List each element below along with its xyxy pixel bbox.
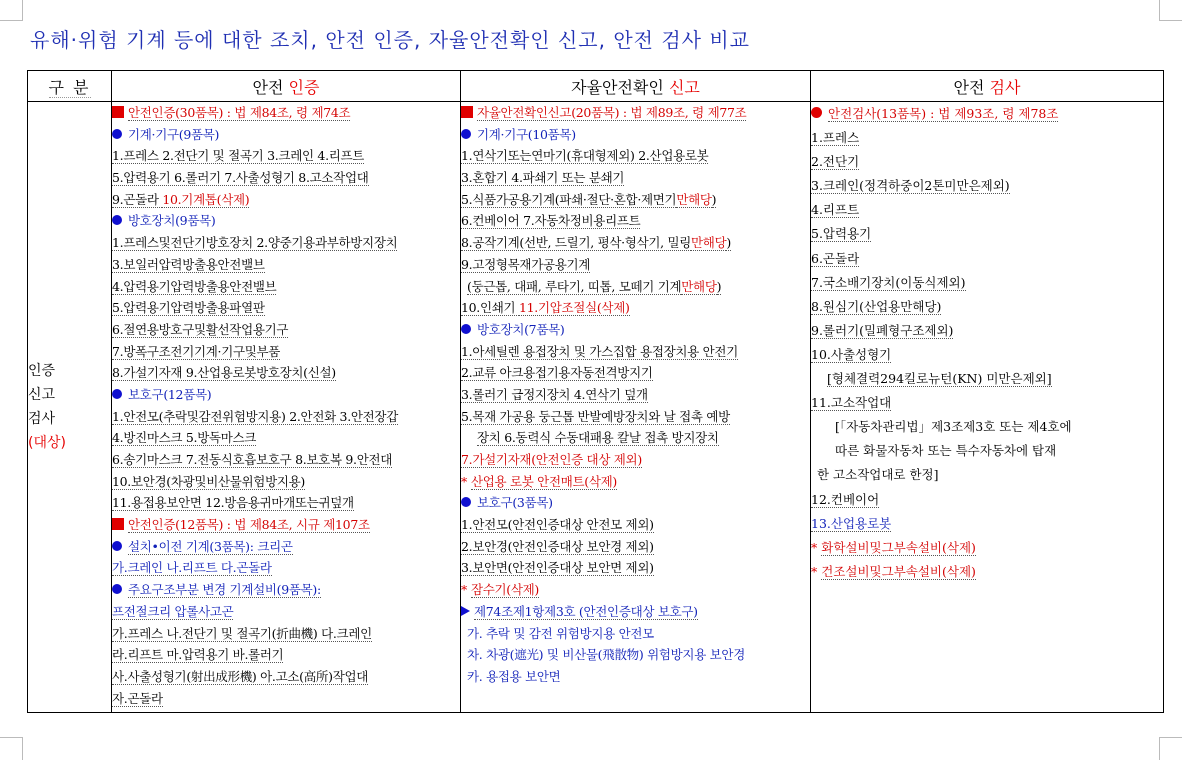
col1-line-text: 5.압력용기 6.롤러기 7.사출성형기 8.고소작업대 [112,170,369,186]
col1-line [112,167,460,189]
col2-line [461,232,810,254]
col3-line [811,391,1163,415]
row-label-line: 검사 [28,411,56,427]
header-gubun [28,71,112,102]
col2-line-text: 가. 추락 및 감전 위험방지용 안전모 [467,625,654,641]
col1-line-text: 가.프레스 나.전단기 및 절곡기(折曲機) 다.크레인 [112,625,372,641]
col1-line [112,276,460,298]
col2-line-text: 방호장치(7품목) [477,321,565,337]
asterisk-bullet-icon: * [811,563,818,579]
red-square-bullet-icon [461,106,473,118]
col1-line [112,623,460,645]
col2-line [461,536,810,558]
col1-line [112,471,460,493]
corner-mark-top-left [0,0,23,21]
col1-line [112,145,460,167]
col2-line-text: 5.식품가공용기계(파쇄·절단·혼합·제면기 [461,191,677,207]
col2-line [461,319,810,341]
col3-line [811,150,1163,174]
col2-line [461,276,810,298]
col1-line [112,579,460,601]
col1-line-text: 주요구조부분 변경 기계설비(9품목): [128,582,321,598]
col1-line-text: 사.사출성형기(射出成形機) 아.고소(高所)작업대 [112,668,369,684]
col2-line-text: 산업용 로봇 안전매트(삭제) [470,473,617,489]
col2-line [461,471,810,493]
header-self-check-report [461,71,811,102]
col2-line-text: 잠수기(삭제) [470,582,539,598]
col2-line [461,492,810,514]
header-row [28,71,1164,102]
asterisk-bullet-icon: * [811,539,818,555]
col1-line-text: 1.프레스 2.전단기 및 절곡기 3.크레인 4.리프트 [112,148,365,164]
col1-line [112,297,460,319]
red-circle-bullet-icon [811,107,822,118]
col1-line [112,601,460,623]
col1-line [112,688,460,710]
row-label-line: 신고 [28,387,56,403]
col1-line [112,449,460,471]
col3-line [811,198,1163,222]
col2-line [461,210,810,232]
col1-line-text: 자.곤돌라 [112,690,163,706]
col2-line [461,666,810,688]
col2-line-text: 2.교류 아크용접기용자동전격방지기 [461,365,653,381]
col1-line-text: 3.보일러압력방출용안전밸브 [112,256,265,272]
corner-mark-bottom-left [0,737,23,760]
col1-line [112,232,460,254]
asterisk-bullet-icon: * [461,473,467,489]
col2-line [461,189,810,211]
col3-line [811,247,1163,271]
col2-line [461,427,810,449]
col2-line-text: 보호구(3품목) [477,495,553,511]
blue-triangle-bullet-icon [461,606,470,616]
blue-circle-bullet-icon [461,497,471,507]
col3-line-text: 8.원심기(산업용만해당) [811,298,942,314]
col1-line [112,427,460,449]
col3-line [811,343,1163,367]
col3-line-text: 6.곤돌라 [811,250,860,266]
col3-line [811,463,1163,487]
col2-line [461,449,810,471]
col1-line-text: 가.크레인 나.리프트 다.곤돌라 [112,560,272,576]
header-col1-accent: 인증 [288,77,320,97]
col2-line-text: 5.목재 가공용 둥근톱 반발예방장치와 날 접촉 예방 [461,408,730,424]
col2-line [461,341,810,363]
col3-line [811,126,1163,150]
col3-line-text: 따른 화물자동차 또는 특수자동차에 탑재 [835,443,1057,459]
col3-line-text: 9.롤러기(밀폐형구조제외) [811,322,954,338]
comparison-table [27,70,1164,713]
col2-line [461,102,810,124]
col2-line [461,384,810,406]
col3-line [811,295,1163,319]
header-gubun-label: 구 분 [48,77,91,97]
col3-line-text: [형체결력294킬로뉴턴(KN) 미만은제외] [827,371,1052,387]
col3-line-text: 한 고소작업대로 한정] [817,467,939,483]
col3-line [811,271,1163,295]
col2-line-text: 장치 6.동력식 수동대패용 칼날 접촉 방지장치 [477,430,719,446]
col2-line-text: 1.연삭기또는연마기(휴대형제외) 2.산업용로봇 [461,148,709,164]
col1-line-text: 7.방폭구조전기기계·기구및부품 [112,343,281,359]
col3-line [811,367,1163,391]
inspection-column [811,102,1164,713]
col3-line-text: 11.고소작업대 [811,395,892,411]
col1-line-text: 기계·기구(9품목) [128,126,220,142]
col2-line-text: 10.인쇄기 [461,300,519,316]
col1-line [112,362,460,384]
blue-circle-bullet-icon [461,324,471,334]
col2-line-highlight: 만해당 [681,278,717,294]
col1-line [112,557,460,579]
col3-line-text: 4.리프트 [811,202,860,218]
certification-column [112,102,461,713]
col2-line-text: 2.보안경(안전인증대상 보안경 제외) [461,538,654,554]
col1-line-text: 설치•이전 기계(3품목): 크리곤 [128,538,293,554]
col2-line-text: 기계·기구(10품목) [477,126,576,142]
red-square-bullet-icon [112,518,124,530]
col2-line-text: 3.보안면(안전인증대상 보안면 제외) [461,560,654,576]
col1-line-text: 4.압력용기압력방출용안전밸브 [112,278,277,294]
col3-line-text: 10.사출성형기 [811,346,892,362]
col2-line [461,514,810,536]
col2-line-text: 3.롤러기 급정지장치 4.연삭기 덮개 [461,386,648,402]
header-safety-certification [112,71,461,102]
col2-line-text: 8.공작기계(선반, 드릴기, 평삭·형삭기, 밀링 [461,235,692,251]
col1-line-text: 안전인증(12품목) : 법 제84조, 시규 제107조 [128,517,370,533]
asterisk-bullet-icon: * [461,582,467,598]
row-label-target: (대상) [28,435,66,451]
header-safety-inspection [811,71,1164,102]
blue-circle-bullet-icon [461,129,471,139]
header-col3-accent: 검사 [989,77,1021,97]
blue-circle-bullet-icon [112,215,122,225]
col3-line-text: 화학설비및그부속설비(삭제) [821,539,976,555]
col3-line-text: 2.전단기 [811,154,860,170]
blue-circle-bullet-icon [112,129,122,139]
col3-line-text: 3.크레인(정격하중이2톤미만은제외) [811,178,1010,194]
red-square-bullet-icon [112,106,124,118]
col1-line [112,666,460,688]
col1-line-text: 10.보안경(차광및비산물위험방지용) [112,473,305,489]
corner-mark-bottom-right [1159,737,1182,760]
col2-line-highlight: 만해당 [676,191,712,207]
col1-line [112,189,460,211]
header-col2-main: 자율안전확인 [571,77,664,97]
self-check-column [461,102,811,713]
col2-line [461,167,810,189]
col1-line [112,210,460,232]
col3-line [811,102,1163,126]
col2-line-text: 3.혼합기 4.파쇄기 또는 분쇄기 [461,170,625,186]
col2-line [461,557,810,579]
col2-line [461,644,810,666]
col3-line-text: 1.프레스 [811,130,860,146]
row-label [28,102,112,713]
col2-line-text: 카. 용접용 보안면 [467,668,561,684]
blue-circle-bullet-icon [112,541,122,551]
col1-line-text: 방호장치(9품목) [128,213,216,229]
col2-line [461,579,810,601]
col2-line-text: 1.안전모(안전인증대상 안전모 제외) [461,517,654,533]
col2-line-text: 6.컨베이어 7.자동차정비용리프트 [461,213,641,229]
content-row [28,102,1164,713]
col3-line [811,439,1163,463]
col2-line [461,406,810,428]
col1-line [112,514,460,536]
col1-line [112,536,460,558]
col2-line-text: 차. 차광(遮光) 및 비산물(飛散物) 위험방지용 보안경 [467,647,745,663]
col2-line-highlight: 11.기압조절실(삭제) [518,300,630,316]
col1-line [112,406,460,428]
col1-line-text: 1.프레스및전단기방호장치 2.양중기용과부하방지장치 [112,235,398,251]
col1-line [112,341,460,363]
col1-line [112,102,460,124]
col2-line-text: 자율안전확인신고(20품목) : 법 제89조, 령 제77조 [477,105,747,120]
blue-circle-bullet-icon [112,584,122,594]
col2-line [461,623,810,645]
page-title: 유해·위험 기계 등에 대한 조치, 안전 인증, 자율안전확인 신고, 안전 검사 비교 [30,28,750,52]
col2-line-text: (둥근톱, 대패, 루타기, 띠톱, 모떼기 기계 [467,278,682,294]
col2-line-tail: ) [711,191,717,207]
col2-line-text: 7.가설기자재(안전인증 대상 제외) [461,452,642,467]
col2-line [461,297,810,319]
col3-line-text: 7.국소배기장치(이동식제외) [811,274,966,290]
corner-mark-top-right [1159,0,1182,21]
col1-line-text: 4.방진마스크 5.방독마스크 [112,430,257,446]
col3-line-text: 건조설비및그부속설비(삭제) [821,563,976,579]
col1-line-text: 6.절연용방호구및활선작업용기구 [112,321,289,337]
blue-circle-bullet-icon [112,389,122,399]
col2-line [461,254,810,276]
col1-line-text: 11.용접용보안면 12.방음용귀마개또는귀덮개 [112,495,354,511]
col1-line-text: 1.안전모(추락및감전위험방지용) 2.안전화 3.안전장갑 [112,408,398,424]
col3-line [811,174,1163,198]
col3-line [811,415,1163,439]
col1-line [112,644,460,666]
col2-line [461,124,810,146]
col2-line-text: 제74조제1항제3호 (안전인증대상 보호구) [474,603,698,619]
col2-line [461,145,810,167]
col1-line [112,319,460,341]
col1-line-text: 라.리프트 마.압력용기 바.롤러기 [112,647,284,663]
col3-line [811,512,1163,536]
col1-line-text: 6.송기마스크 7.전동식호흡보호구 8.보호복 9.안전대 [112,452,393,467]
col3-line-text: 안전검사(13품목) : 법 제93조, 령 제78조 [828,106,1059,121]
header-col1-main: 안전 [252,77,284,97]
col1-line-text: 보호구(12품목) [128,386,212,402]
header-col2-accent: 신고 [668,77,700,97]
col3-line [811,536,1163,560]
col2-line-highlight: 만해당 [691,235,727,251]
col3-line-text: [「자동차관리법」제3조제3호 또는 제4호에 [835,419,1072,435]
col3-line [811,319,1163,343]
col1-line-text: 8.가설기자재 9.산업용로봇방호장치(신설) [112,365,336,381]
col2-line-text: 1.아세틸렌 용접장치 및 가스집합 용접장치용 안전기 [461,343,738,359]
col3-line [811,488,1163,512]
col3-line-text: 5.압력용기 [811,226,872,242]
row-label-line: 인증 [28,363,56,379]
col3-line [811,222,1163,246]
col1-line [112,124,460,146]
col3-line-text: 12.컨베이어 [811,491,880,507]
col1-line [112,254,460,276]
col2-line-tail: ) [716,278,722,294]
col3-line [811,560,1163,584]
col1-line-text: 안전인증(30품목) : 법 제84조, 령 제74조 [128,105,351,120]
col2-line [461,362,810,384]
col3-line-text: 13.산업용로봇 [811,515,892,531]
col1-line-text: 프전절크리 압롤사고곤 [112,603,234,619]
col2-line-tail: ) [726,235,731,251]
col1-line-text: 5.압력용기압력방출용파열판 [112,300,265,316]
header-col3-main: 안전 [953,77,985,97]
col1-line [112,384,460,406]
col1-line [112,492,460,514]
col1-line-highlight: 10.기계톱(삭제) [162,191,250,207]
col2-line-text: 9.고정형목재가공용기계 [461,256,591,272]
col2-line [461,601,810,623]
col1-line-text: 9.곤돌라 [112,191,163,207]
